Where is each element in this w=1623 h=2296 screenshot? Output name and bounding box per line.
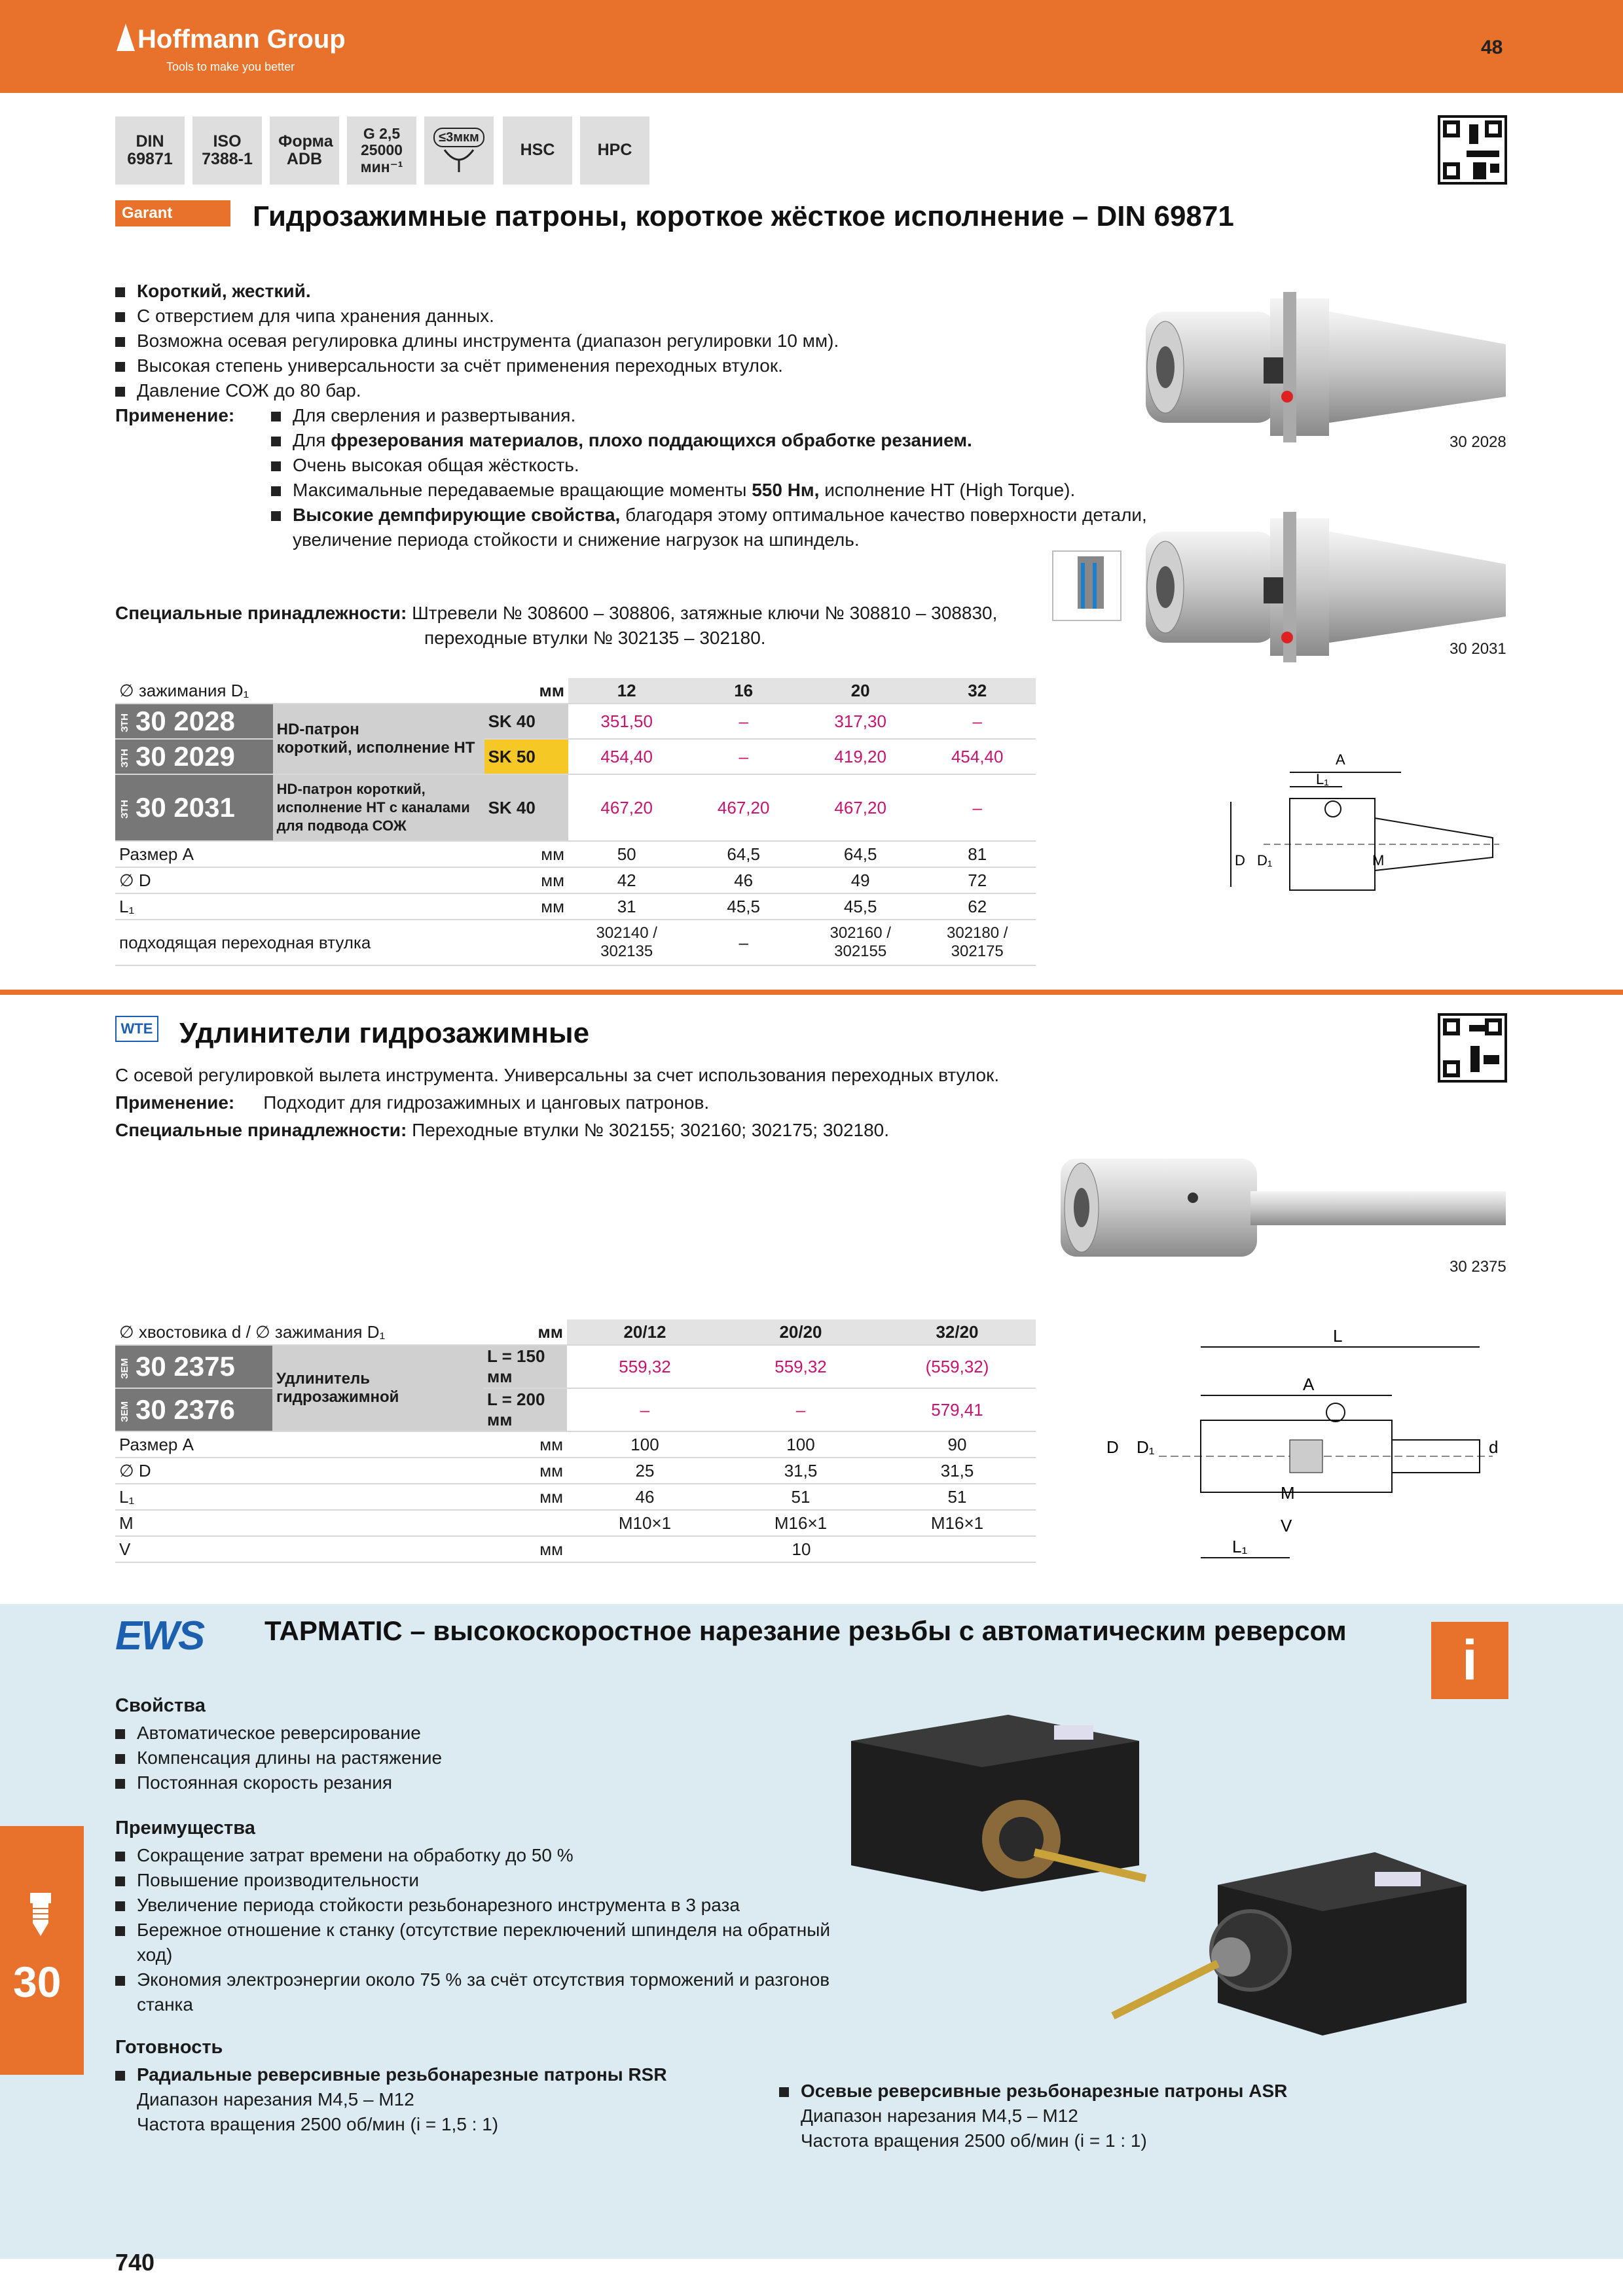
price-cell: – bbox=[919, 774, 1036, 841]
spec-value: 100 bbox=[723, 1431, 879, 1458]
taper-size: SK 40 bbox=[484, 704, 568, 739]
spec-unit: мм bbox=[483, 1536, 567, 1562]
spec-label: ∅ D bbox=[115, 1458, 483, 1484]
price-cell: 317,30 bbox=[802, 704, 919, 739]
list-item: Давление СОЖ до 80 бар. bbox=[115, 378, 1051, 403]
col-header: 32 bbox=[919, 678, 1036, 704]
accessories-line: Специальные принадлежности: Переходные втулки № 302155; 302160; 302175; 302180. bbox=[115, 1120, 890, 1140]
image-label: 30 2031 bbox=[1450, 640, 1506, 658]
col-header: 16 bbox=[685, 678, 802, 704]
asr-block bbox=[779, 2079, 1368, 2153]
advantages-heading: Преимущества bbox=[115, 1818, 255, 1839]
hoffmann-logo-icon bbox=[115, 22, 136, 52]
spec-value: 64,5 bbox=[685, 841, 802, 867]
spec-row bbox=[115, 1510, 1036, 1536]
badge-hsc: HSC bbox=[503, 117, 572, 185]
product-description: HD-патрон короткий, исполнение HT с каналами для подвода СОЖ bbox=[273, 774, 484, 841]
price-cell: (559,32) bbox=[879, 1345, 1036, 1388]
image-label: 30 2028 bbox=[1450, 433, 1506, 451]
spec-value: 45,5 bbox=[685, 893, 802, 920]
dim-label-l1: L₁ bbox=[1232, 1537, 1248, 1556]
asr-speed: Частота вращения 2500 об/мин (i = 1 : 1) bbox=[801, 2130, 1147, 2151]
article-number[interactable]: ЗТН 30 2028 bbox=[115, 704, 273, 739]
price-cell: 467,20 bbox=[802, 774, 919, 841]
spec-value: M16×1 bbox=[879, 1510, 1036, 1536]
accessories-line: Специальные принадлежности: Штревели № 308600 – 308806, затяжные ключи № 308810 – 308830, bbox=[115, 603, 998, 623]
section-title-extensions: Удлинители гидрозажимные bbox=[179, 1017, 590, 1049]
list-item: Высокая степень универсальности за счёт применения переходных втулок. bbox=[115, 353, 1051, 378]
spec-table-extensions bbox=[115, 1319, 1036, 1563]
unit-label: мм bbox=[484, 678, 568, 704]
spec-label: L₁ bbox=[115, 893, 484, 920]
list-item: Для сверления и развертывания. bbox=[271, 403, 1148, 428]
product-description: Удлинитель гидрозажимной bbox=[272, 1345, 483, 1431]
price-cell: – bbox=[685, 704, 802, 739]
list-item: С отверстием для чипа хранения данных. bbox=[115, 304, 1051, 329]
ews-brand-logo: EWS bbox=[115, 1613, 204, 1659]
spec-label: L₁ bbox=[115, 1484, 483, 1510]
spec-row bbox=[115, 1458, 1036, 1484]
dim-label-a: A bbox=[1303, 1374, 1315, 1394]
price-cell: 467,20 bbox=[568, 774, 685, 841]
spec-unit bbox=[483, 1510, 567, 1536]
spec-value: 64,5 bbox=[802, 841, 919, 867]
spec-value: 81 bbox=[919, 841, 1036, 867]
accessories-line-2: переходные втулки № 302135 – 302180. bbox=[424, 628, 766, 648]
spec-value: 31,5 bbox=[879, 1458, 1036, 1484]
chapter-number: 30 bbox=[13, 1958, 62, 2006]
list-item: Возможна осевая регулировка длины инструмента (диапазон регулировки 10 мм). bbox=[115, 329, 1051, 353]
column-label: ∅ зажимания D₁ bbox=[115, 678, 484, 704]
application-line: Применение: Подходит для гидрозажимных и цанговых патронов. bbox=[115, 1092, 710, 1113]
table-header-row bbox=[115, 1319, 1036, 1345]
spec-table-hydraulic-chucks bbox=[115, 678, 1036, 966]
list-item: Автоматическое реверсирование bbox=[115, 1721, 848, 1746]
list-item: Осевые реверсивные резьбонарезные патроны ASR bbox=[779, 2079, 1368, 2104]
spec-value: M10×1 bbox=[567, 1510, 723, 1536]
tapmatic-asr-image bbox=[1100, 1839, 1467, 2049]
spec-value: 302160 / 302155 bbox=[802, 920, 919, 965]
badge-form: Форма ADB bbox=[270, 117, 339, 185]
spec-label: Размер A bbox=[115, 841, 484, 867]
dimension-drawing-chuck bbox=[1218, 746, 1506, 916]
spec-row bbox=[115, 867, 1036, 893]
list-item: Сокращение затрат времени на обработку до 50 % bbox=[115, 1843, 848, 1868]
qr-code-icon[interactable] bbox=[1438, 115, 1507, 185]
list-item: Бережное отношение к станку (отсутствие переключений шпинделя на обратный ход) bbox=[115, 1918, 848, 1967]
spec-row bbox=[115, 920, 1036, 965]
col-header: 20/12 bbox=[567, 1319, 723, 1345]
product-description: HD-патрон короткий, исполнение HT bbox=[273, 704, 484, 774]
rsr-range: Диапазон нарезания M4,5 – M12 bbox=[137, 2089, 414, 2109]
table-row bbox=[115, 739, 1036, 774]
spec-value: 31,5 bbox=[723, 1458, 879, 1484]
spec-label: M bbox=[115, 1510, 483, 1536]
spec-label: V bbox=[115, 1536, 483, 1562]
price-cell: 419,20 bbox=[802, 739, 919, 774]
section-title-hydraulic-chucks: Гидрозажимные патроны, короткое жёсткое исполнение – DIN 69871 bbox=[253, 200, 1234, 232]
badge-din: DIN 69871 bbox=[115, 117, 185, 185]
col-header: 32/20 bbox=[879, 1319, 1036, 1345]
tap-tool-icon bbox=[22, 1892, 59, 1937]
spec-value: 51 bbox=[879, 1484, 1036, 1510]
spec-value: 25 bbox=[567, 1458, 723, 1484]
price-cell: – bbox=[567, 1388, 723, 1431]
catalog-page-number: 48 bbox=[1481, 37, 1503, 58]
length-variant: L = 200 мм bbox=[483, 1388, 567, 1431]
col-header: 12 bbox=[568, 678, 685, 704]
price-cell: 454,40 bbox=[919, 739, 1036, 774]
badge-iso: ISO 7388-1 bbox=[192, 117, 262, 185]
column-label: ∅ хвостовика d / ∅ зажимания D₁ bbox=[115, 1319, 483, 1345]
asr-range: Диапазон нарезания M4,5 – M12 bbox=[801, 2106, 1078, 2126]
badge-hpc: HPC bbox=[580, 117, 649, 185]
price-cell: 579,41 bbox=[879, 1388, 1036, 1431]
spec-row bbox=[115, 893, 1036, 920]
dimension-drawing-extension bbox=[1093, 1322, 1512, 1584]
price-cell: 559,32 bbox=[723, 1345, 879, 1388]
spec-value: 90 bbox=[879, 1431, 1036, 1458]
article-number[interactable]: ЗЕМ 30 2376 bbox=[115, 1388, 272, 1431]
spec-value: 50 bbox=[568, 841, 685, 867]
spec-value: 46 bbox=[567, 1484, 723, 1510]
spec-value: 42 bbox=[568, 867, 685, 893]
chapter-tab[interactable] bbox=[0, 1826, 84, 2075]
coolant-channel-icon bbox=[1051, 550, 1122, 622]
section-divider bbox=[0, 990, 1623, 995]
dim-label-d1: D₁ bbox=[1137, 1437, 1155, 1457]
dim-label-small-d: d bbox=[1489, 1437, 1499, 1457]
wte-brand-logo: WTE bbox=[115, 1016, 158, 1042]
table-row bbox=[115, 1388, 1036, 1431]
list-item: Компенсация длины на растяжение bbox=[115, 1746, 848, 1770]
article-number[interactable]: ЗТН 30 2031 bbox=[115, 774, 273, 841]
extension-image-302375 bbox=[1054, 1152, 1506, 1263]
spec-label: ∅ D bbox=[115, 867, 484, 893]
spec-unit: мм bbox=[483, 1484, 567, 1510]
spec-value: 10 bbox=[567, 1536, 1036, 1562]
spec-unit: мм bbox=[483, 1431, 567, 1458]
spec-value: 62 bbox=[919, 893, 1036, 920]
feature-list bbox=[115, 279, 1147, 550]
list-item: Короткий, жесткий. bbox=[115, 279, 1051, 304]
price-cell: 467,20 bbox=[685, 774, 802, 841]
spec-unit: мм bbox=[483, 1458, 567, 1484]
col-header: 20/20 bbox=[723, 1319, 879, 1345]
image-label: 30 2375 bbox=[1450, 1258, 1506, 1276]
spec-value: 302140 / 302135 bbox=[568, 920, 685, 965]
dim-label-a: A bbox=[1336, 751, 1345, 768]
spec-unit: мм bbox=[484, 893, 568, 920]
garant-brand-label: Garant bbox=[115, 200, 230, 226]
spec-value: M16×1 bbox=[723, 1510, 879, 1536]
list-item: Максимальные передаваемые вращающие моменты 550 Нм, исполнение HT (High Torque). bbox=[271, 478, 1148, 503]
spec-row bbox=[115, 841, 1036, 867]
badge-balance: G 2,5 25000 мин⁻¹ bbox=[347, 117, 416, 185]
application-label: Применение: bbox=[115, 405, 235, 425]
price-cell: – bbox=[685, 739, 802, 774]
rsr-speed: Частота вращения 2500 об/мин (i = 1,5 : 1) bbox=[137, 2114, 499, 2134]
spec-label: подходящая переходная втулка bbox=[115, 920, 484, 965]
info-icon[interactable]: i bbox=[1431, 1622, 1508, 1699]
price-cell: 351,50 bbox=[568, 704, 685, 739]
spec-unit: мм bbox=[484, 841, 568, 867]
spec-value: 100 bbox=[567, 1431, 723, 1458]
spec-unit bbox=[484, 920, 568, 965]
runout-icon bbox=[439, 147, 479, 173]
brand-tagline: Tools to make you better bbox=[166, 60, 295, 73]
article-number[interactable]: ЗТН 30 2029 bbox=[115, 739, 273, 774]
spec-value: 51 bbox=[723, 1484, 879, 1510]
spec-unit: мм bbox=[484, 867, 568, 893]
brand-name: Hoffmann Group bbox=[137, 25, 346, 54]
price-cell: 559,32 bbox=[567, 1345, 723, 1388]
dim-label-d: D bbox=[1235, 852, 1245, 869]
table-row bbox=[115, 1345, 1036, 1388]
dim-label-d1: D₁ bbox=[1257, 852, 1273, 869]
list-item: Радиальные реверсивные резьбонарезные патроны RSR bbox=[115, 2062, 848, 2087]
taper-size: SK 50 bbox=[484, 739, 568, 774]
list-item: Высокие демпфирующие свойства, благодаря этому оптимальное качество поверхности детали, увеличение периода стойкости и снижение нагрузок на шпиндель. bbox=[271, 503, 1148, 552]
spec-value: 46 bbox=[685, 867, 802, 893]
table-row bbox=[115, 774, 1036, 841]
taper-size: SK 40 bbox=[484, 774, 568, 841]
spec-value: 302180 / 302175 bbox=[919, 920, 1036, 965]
extension-description: С осевой регулировкой вылета инструмента. Универсальны за счет использования переходных втулок. bbox=[115, 1065, 1000, 1085]
col-header: 20 bbox=[802, 678, 919, 704]
list-item: Экономия электроэнергии около 75 % за счёт отсутствия торможений и разгонов станка bbox=[115, 1967, 848, 2017]
qr-code-icon[interactable] bbox=[1438, 1013, 1507, 1083]
list-item: Для фрезерования материалов, плохо поддающихся обработке резанием. bbox=[271, 428, 1148, 453]
spec-value: 45,5 bbox=[802, 893, 919, 920]
list-item: Очень высокая общая жёсткость. bbox=[271, 453, 1148, 478]
spec-row bbox=[115, 1484, 1036, 1510]
badge-runout: ≤3мкм bbox=[424, 117, 494, 185]
readiness-heading: Готовность bbox=[115, 2037, 223, 2058]
length-variant: L = 150 мм bbox=[483, 1345, 567, 1388]
spec-value: – bbox=[685, 920, 802, 965]
application-block bbox=[115, 403, 1147, 550]
price-cell: 454,40 bbox=[568, 739, 685, 774]
page-number: 740 bbox=[115, 2249, 155, 2276]
article-number[interactable]: ЗЕМ 30 2375 bbox=[115, 1345, 272, 1388]
table-row bbox=[115, 704, 1036, 739]
spec-value: 31 bbox=[568, 893, 685, 920]
table-header-row bbox=[115, 678, 1036, 704]
spec-value: 49 bbox=[802, 867, 919, 893]
section-title-tapmatic: TAPMATIC – высокоскоростное нарезание резьбы с автоматическим реверсом bbox=[264, 1615, 1347, 1646]
dim-label-v: V bbox=[1281, 1516, 1292, 1535]
list-item: Постоянная скорость резания bbox=[115, 1770, 848, 1795]
dim-label-m: M bbox=[1281, 1483, 1295, 1503]
spec-label: Размер A bbox=[115, 1431, 483, 1458]
tapmatic-properties bbox=[115, 1695, 848, 2137]
spec-row bbox=[115, 1536, 1036, 1562]
dim-label-d: D bbox=[1106, 1437, 1119, 1457]
spec-row bbox=[115, 1431, 1036, 1458]
list-item: Повышение производительности bbox=[115, 1868, 848, 1893]
dim-label-m: M bbox=[1372, 852, 1385, 869]
price-cell: – bbox=[919, 704, 1036, 739]
dim-label-l1: L₁ bbox=[1316, 771, 1329, 787]
dim-label-l: L bbox=[1333, 1326, 1343, 1346]
language-code: RUE bbox=[1570, 31, 1583, 57]
unit-label: мм bbox=[483, 1319, 567, 1345]
spec-value: 72 bbox=[919, 867, 1036, 893]
list-item: Увеличение периода стойкости резьбонарезного инструмента в 3 раза bbox=[115, 1893, 848, 1918]
price-cell: – bbox=[723, 1388, 879, 1431]
properties-heading: Свойства bbox=[115, 1695, 206, 1716]
